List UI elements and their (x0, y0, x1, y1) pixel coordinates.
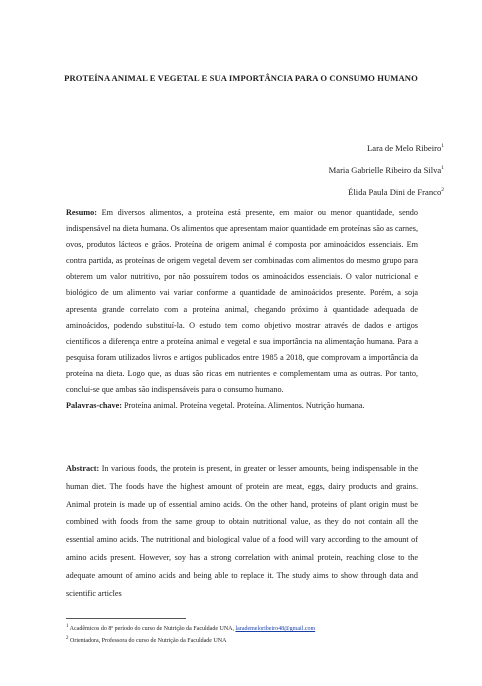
footnote-1 (66, 622, 418, 634)
author-name: Maria Gabrielle Ribeiro da Silva (328, 164, 442, 175)
author-3 (329, 180, 444, 202)
resumo-text: Em diversos alimentos, a proteína está presente, em maior ou menor quantidade, sendo indispensável na dieta humana. Os alimentos que apresentam maior quantidade em proteínas são as carnes, ovos, produtos lácteos e grãos. Proteína de origem animal é composta por aminoácidos essenciais. Em contra partida, as proteínas de origem vegetal devem ser combinadas com alimentos do mesmo grupo para obterem um valor nutritivo, por não possuírem todos os aminoácidos essenciais. O valor nutricional e biológico de um alimento vai variar conforme a quantidade de aminoácidos presente. Porém, a soja apresenta grande correlato com a proteína animal, chegando próximo à quantidade adequada de aminoácidos, podendo substituí-la. O estudo tem como objetivo mostrar através de dados e artigos científicos a diferença entre a proteína animal e vegetal e sua importância na alimentação humana. Para a pesquisa foram utilizados livros e artigos publicados entre 1985 a 2018, que comprovam a importância da proteína na dieta. Logo que, as duas são ricas em nutrientes e complementam uma as outras. Por tanto, conclui-se que ambas são indispensáveis para o consumo humano. (66, 208, 418, 395)
abstract-section (66, 460, 418, 602)
author-2 (329, 158, 444, 180)
abstract-text: In various foods, the protein is present, in greater or lesser amounts, being indispensable in the human diet. The foods have the highest amount of protein are meat, eggs, dairy products and grains. Animal protein is made up of essential amino acids. On the other hand, proteins of plant origin must be combined with foods from the same group to obtain nutritional value, as they do not contain all the essential amino acids. The nutritional and biological value of a food will vary according to the amount of amino acids present. However, soy has a strong correlation with animal protein, reaching close to the adequate amount of amino acids and being able to replace it. The study aims to show through data and scientific articles (66, 464, 419, 598)
paper-title: PROTEÍNA ANIMAL E VEGETAL E SUA IMPORTÂNCIA PARA O CONSUMO HUMANO (64, 73, 418, 83)
footnote-text: Orientadora, Professora do curso de Nutrição da Faculdade UNA (70, 638, 227, 644)
keywords-paragraph (66, 398, 418, 414)
footnotes (66, 622, 418, 646)
author-1 (329, 136, 444, 158)
resumo-paragraph (66, 205, 418, 398)
footnote-mark: 2 (66, 636, 69, 641)
resumo-label: Resumo: (66, 208, 97, 217)
author-list (329, 136, 444, 202)
footnote-text: Acadêmicos do 8º período do curso de Nutrição da Faculdade UNA, (69, 626, 236, 632)
keywords-text: Proteína animal. Proteína vegetal. Proteína. Alimentos. Nutrição humana. (123, 401, 365, 411)
author-footnote-mark: 1 (441, 143, 444, 149)
resumo-section (66, 205, 418, 414)
footnote-2 (66, 634, 418, 646)
abstract-label: Abstract: (66, 464, 100, 473)
abstract-paragraph (66, 460, 418, 602)
keywords-label: Palavras-chave: (66, 401, 122, 411)
author-footnote-mark: 2 (441, 186, 444, 193)
author-name: Élida Paula Dini de Franco (348, 186, 442, 197)
footnote-divider (66, 618, 186, 619)
author-name: Lara de Melo Ribeiro (367, 142, 442, 153)
author-email-link[interactable]: larademeloribeiro48@gmail.com (235, 626, 316, 632)
author-footnote-mark: 1 (441, 164, 444, 171)
footnote-mark: 1 (66, 624, 69, 629)
